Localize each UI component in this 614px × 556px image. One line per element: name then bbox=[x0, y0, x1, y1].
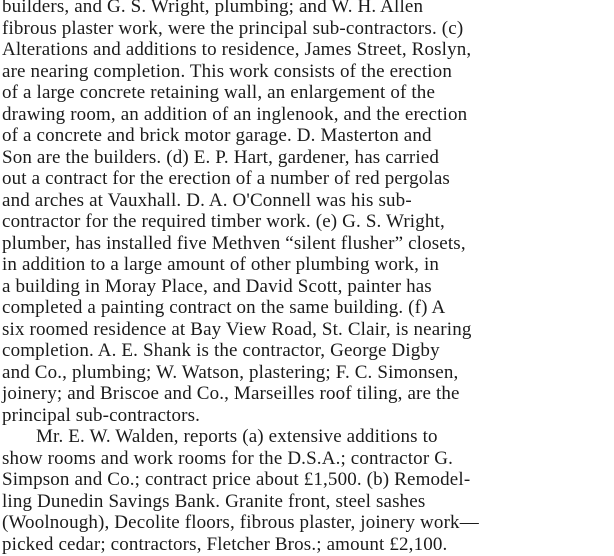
text-line: of a large concrete retaining wall, an enlargement of the bbox=[2, 82, 436, 103]
text-line: Son are the builders. (d) E. P. Hart, gardener, has carried bbox=[2, 147, 440, 168]
text-line: completed a painting contract on the same building. (f) A bbox=[2, 297, 446, 318]
text-line: are nearing completion. This work consists of the erection bbox=[2, 61, 452, 82]
text-line: Simpson and Co.; contract price about £1,500. (b) Remodel- bbox=[2, 469, 471, 490]
paragraph-start-line: Mr. E. W. Walden, reports (a) extensive additions to bbox=[36, 426, 438, 447]
text-line: six roomed residence at Bay View Road, St. Clair, is nearing bbox=[2, 319, 472, 340]
text-line: a building in Moray Place, and David Scott, painter has bbox=[2, 276, 432, 297]
text-line: of a concrete and brick motor garage. D. Masterton and bbox=[2, 125, 432, 146]
text-line: and Co., plumbing; W. Watson, plastering; F. C. Simonsen, bbox=[2, 362, 459, 383]
text-line: fibrous plaster work, were the principal sub-contractors. (c) bbox=[2, 18, 464, 39]
text-line: joinery; and Briscoe and Co., Marseilles roof tiling, are the bbox=[2, 383, 460, 404]
text-line: picked cedar; contractors, Fletcher Bros.; amount £2,100. bbox=[2, 534, 448, 555]
text-line: show rooms and work rooms for the D.S.A.; contractor G. bbox=[2, 448, 453, 469]
text-line: in addition to a large amount of other plumbing work, in bbox=[2, 254, 440, 275]
text-line: drawing room, an addition of an inglenook, and the erection bbox=[2, 104, 468, 125]
text-line: principal sub-contractors. bbox=[2, 405, 201, 426]
text-line: (Woolnough), Decolite floors, fibrous plaster, joinery work— bbox=[2, 512, 479, 533]
text-line: plumber, has installed five Methven “silent flusher” closets, bbox=[2, 233, 466, 254]
text-line: completion. A. E. Shank is the contractor, George Digby bbox=[2, 340, 440, 361]
text-line: contractor for the required timber work. (e) G. S. Wright, bbox=[2, 211, 445, 232]
text-line: out a contract for the erection of a number of red pergolas bbox=[2, 168, 450, 189]
text-line: ling Dunedin Savings Bank. Granite front, steel sashes bbox=[2, 491, 426, 512]
text-line: and arches at Vauxhall. D. A. O'Connell was his sub- bbox=[2, 190, 412, 211]
text-line: builders, and G. S. Wright, plumbing; and W. H. Allen bbox=[2, 0, 424, 17]
text-line: Alterations and additions to residence, James Street, Roslyn, bbox=[2, 39, 472, 60]
